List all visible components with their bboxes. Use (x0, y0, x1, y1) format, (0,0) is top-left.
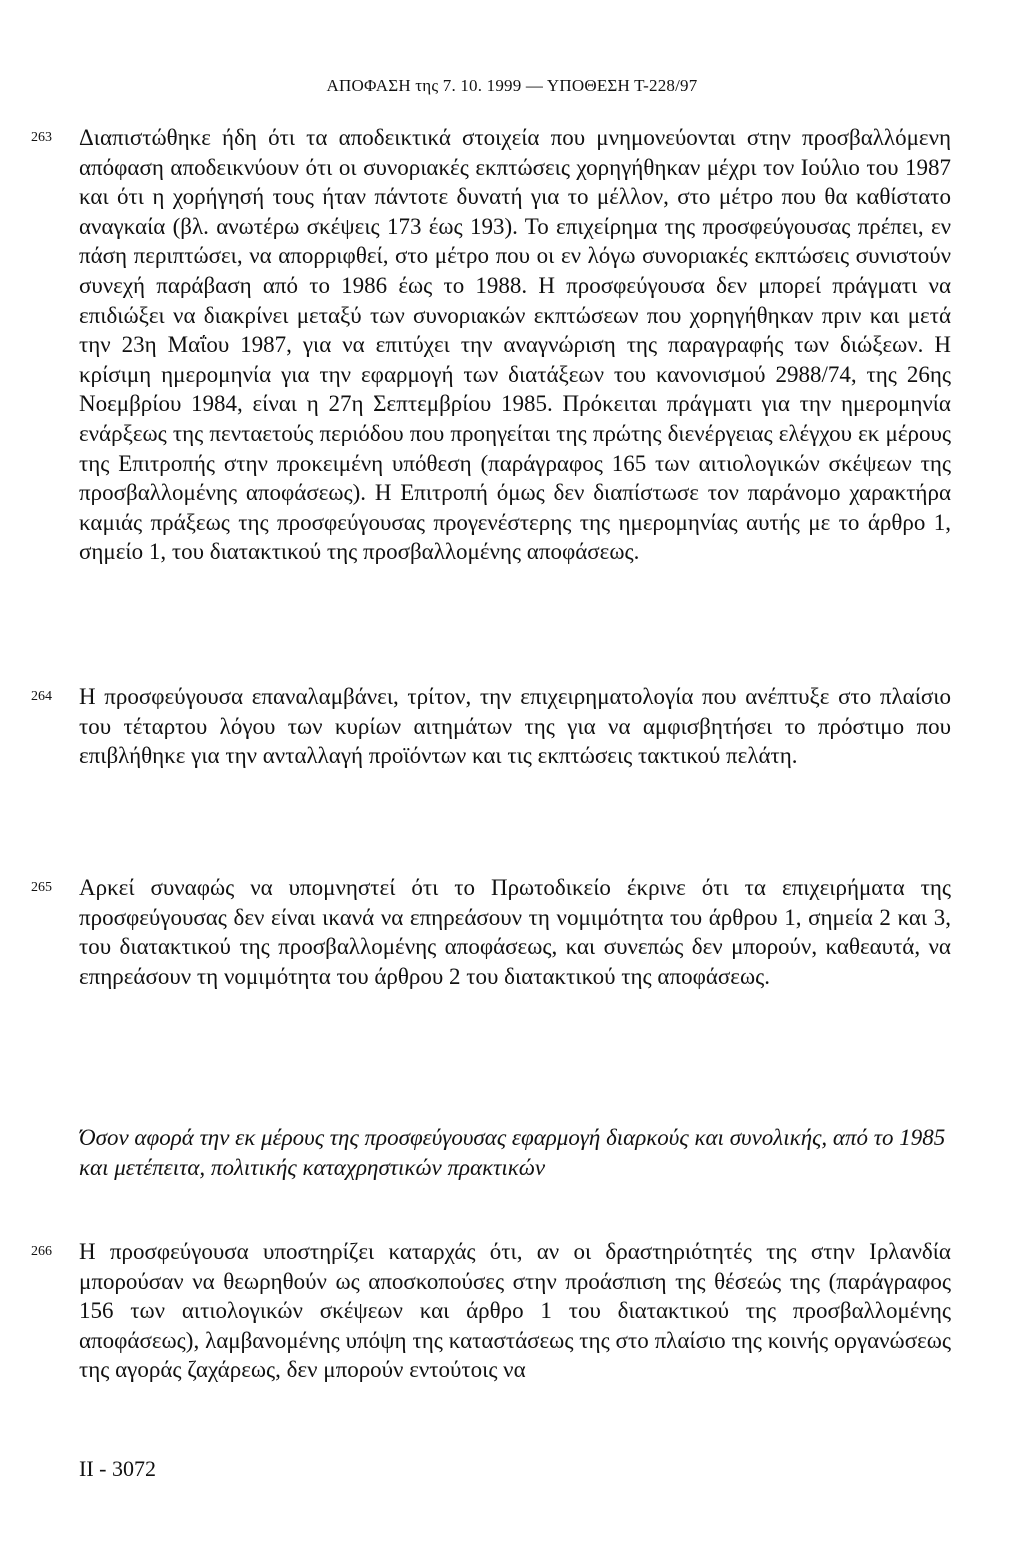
paragraph-text: Η προσφεύγουσα επαναλαμβάνει, τρίτον, την επιχειρηματολογία που ανέπτυξε στο πλαίσιο του τέταρτου λόγου των κυρίων αιτημάτων της για να αμφισβητήσει το πρόστιμο που επιβλήθηκε για την ανταλλαγή προϊόντων και τις εκπτώσεις τακτικού πελάτη. (79, 684, 951, 769)
paragraph-text: Η προσφεύγουσα υποστηρίζει καταρχάς ότι, αν οι δραστηριότητές της στην Ιρλανδία μπορούσαν να θεωρηθούν ως αποσκοπούσες στην προάσπιση της θέσεώς της (παράγραφος 156 των αιτιολογικών σκέψεων και άρθρο 1 του διατακτικού της προσβαλλομένης αποφάσεως), λαμβανομένης υπόψη της καταστάσεως της στο πλαίσιο της κοινής οργανώσεως της αγοράς ζαχάρεως, δεν μπορούν εντούτοις να (79, 1239, 951, 1383)
paragraph-number: 263 (31, 130, 52, 145)
section-heading: Όσον αφορά την εκ μέρους της προσφεύγουσας εφαρμογή διαρκούς και συνολικής, από το 1985 και μετέπειτα, πολιτικής καταχρηστικών πρακτικών (79, 1125, 946, 1180)
page-running-header: ΑΠΟΦΑΣΗ της 7. 10. 1999 — ΥΠΟΘΕΣΗ Τ-228/97 (326, 76, 698, 95)
paragraph-text: Αρκεί συναφώς να υπομνηστεί ότι το Πρωτοδικείο έκρινε ότι τα επιχειρήματα της προσφεύγουσας δεν είναι ικανά να επηρεάσουν τη νομιμότητα του άρθρου 1, σημεία 2 και 3, του διατακτικού της προσβαλλομένης αποφάσεως, και συνεπώς δεν μπορούν, καθεαυτά, να επηρεάσουν τη νομιμότητα του άρθρου 2 του διατακτικού της αποφάσεως. (79, 875, 951, 989)
paragraph-number: 266 (31, 1244, 52, 1259)
paragraph-number: 264 (31, 689, 52, 704)
page-number: II - 3072 (79, 1456, 156, 1481)
paragraph-number: 265 (31, 880, 52, 895)
paragraph-text: Διαπιστώθηκε ήδη ότι τα αποδεικτικά στοιχεία που μνημονεύονται στην προσβαλλόμενη απόφαση αποδεικνύουν ότι οι συνοριακές εκπτώσεις χορηγήθηκαν μέχρι τον Ιούλιο του 1987 και ότι η χορήγησή τους ήταν πάντοτε δυνατή για το μέλλον, στο μέτρο που θα καθίστατο αναγκαία (βλ. ανωτέρω σκέψεις 173 έως 193). Το επιχείρημα της προσφεύγουσας πρέπει, εν πάση περιπτώσει, να απορριφθεί, στο μέτρο που οι εν λόγω συνοριακές εκπτώσεις συνιστούν συνεχή παράβαση από το 1986 έως το 1988. Η προσφεύγουσα δεν μπορεί πράγματι να επιδιώξει να διακρίνει μεταξύ των συνοριακών εκπτώσεων που χορηγήθηκαν πριν και μετά την 23η Μαΐου 1987, για να επιτύχει την αναγνώριση της παραγραφής των διώξεων. Η κρίσιμη ημερομηνία για την εφαρμογή των διατάξεων του κανονισμού 2988/74, της 26ης Νοεμβρίου 1984, είναι η 27η Σεπτεμβρίου 1985. Πρόκειται πράγματι για την ημερομηνία ενάρξεως της πενταετούς περιόδου που προηγείται της πρώτης διενέργειας ελέγχου εκ μέρους της Επιτροπής στην προκειμένη υπόθεση (παράγραφος 165 των αιτιολογικών σκέψεων της προσβαλλομένης αποφάσεως). Η Επιτροπή όμως δεν διαπίστωσε τον παράνομο χαρακτήρα καμιάς πράξεως της προσφεύγουσας προγενέστερης της ημερομηνίας αυτής με το άρθρο 1, σημείο 1, του διατακτικού της προσβαλλομένης αποφάσεως. (79, 125, 951, 565)
